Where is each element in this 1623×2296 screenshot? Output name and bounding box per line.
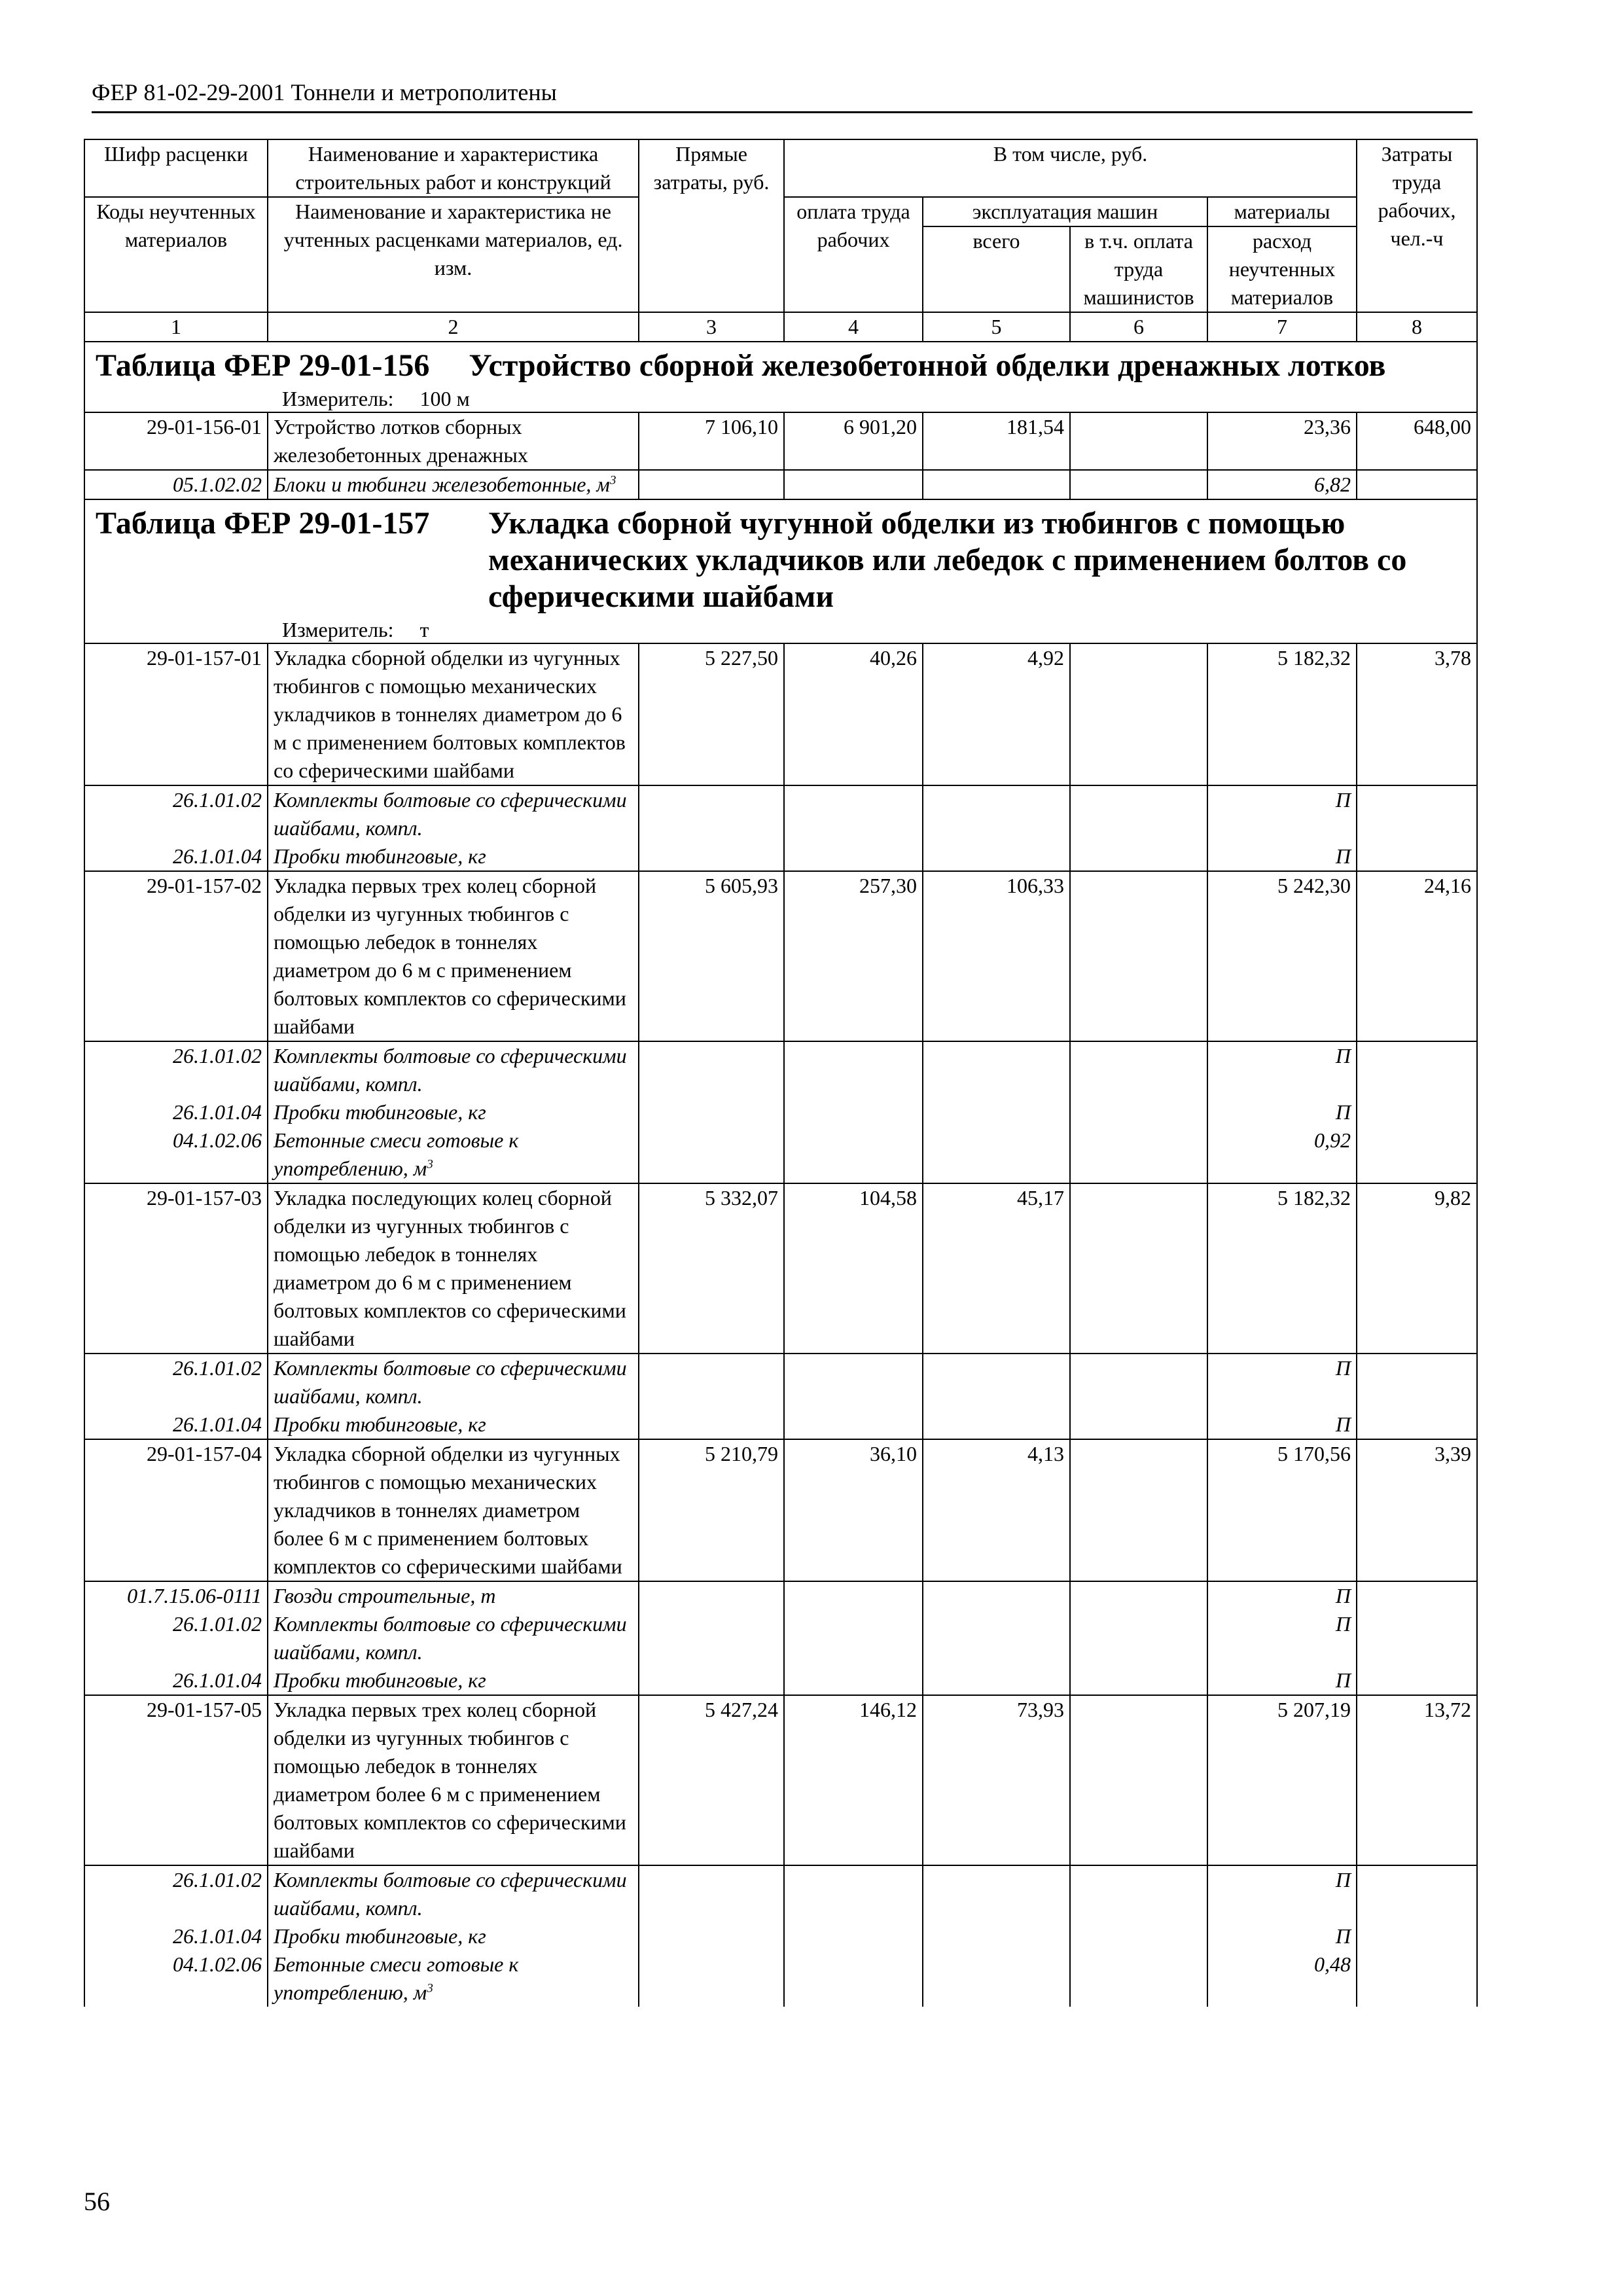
empty-cell [1357,1098,1477,1126]
rate-row [84,643,1477,785]
empty-cell [1070,842,1207,871]
empty-cell [1357,842,1477,871]
material-quantity: П [1207,1922,1357,1950]
empty-cell [923,1098,1070,1126]
empty-cell [639,1098,784,1126]
empty-cell [1070,1126,1207,1183]
empty-cell [639,1354,784,1410]
table-section-header [84,342,1477,412]
header-row-1 [84,139,1477,197]
uncounted-material-row [84,1041,1477,1098]
uncounted-material-row [84,842,1477,871]
col-number: 1 [84,312,268,342]
empty-cell [784,1410,923,1439]
material-quantity: П [1207,1581,1357,1610]
material-name-cell [268,1950,639,2007]
material-quantity: П [1207,1865,1357,1922]
material-quantity: 6,82 [1207,470,1357,499]
empty-cell [923,1126,1070,1183]
direct-costs: 7 106,10 [639,412,784,470]
col-incl-header: В том числе, руб. [784,139,1357,197]
machinists-pay [1070,1183,1207,1354]
material-unit-superscript: 3 [427,1157,433,1172]
col-workers-pay-header: оплата труда рабочих [784,197,923,312]
material-name: Комплекты болтовые со сферическими шайбами, компл. [274,1044,627,1096]
labor-costs: 3,78 [1357,643,1477,785]
empty-cell [1357,1610,1477,1666]
empty-cell [639,1041,784,1098]
empty-cell [1357,1865,1477,1922]
material-code: 05.1.02.02 [84,470,268,499]
empty-cell [923,1865,1070,1922]
empty-cell [1070,1041,1207,1098]
uncounted-material-row [84,1410,1477,1439]
col-number: 6 [1070,312,1207,342]
rate-row [84,1183,1477,1354]
page-header [92,73,1472,113]
section-title [90,500,1471,617]
table-section-header [84,499,1477,643]
material-name-cell [268,1410,639,1439]
uncounted-material-row [84,1098,1477,1126]
empty-cell [1070,1098,1207,1126]
rate-row [84,871,1477,1041]
material-code: 04.1.02.06 [84,1126,268,1183]
empty-cell [639,1922,784,1950]
col-number: 4 [784,312,923,342]
empty-cell [639,1865,784,1922]
empty-cell [784,1098,923,1126]
empty-cell [923,1950,1070,2007]
section-cell [84,342,1477,412]
empty-cell [1357,785,1477,842]
col-materials-uncounted-header: расход неучтенных материалов [1207,226,1357,312]
labor-costs: 9,82 [1357,1183,1477,1354]
material-code: 26.1.01.02 [84,1041,268,1098]
workers-pay: 257,30 [784,871,923,1041]
empty-cell [639,842,784,871]
machines-total: 181,54 [923,412,1070,470]
labor-costs: 13,72 [1357,1695,1477,1865]
uncounted-material-row [84,1922,1477,1950]
rates-table [84,139,1478,2007]
rate-code: 29-01-157-04 [84,1439,268,1581]
machines-total: 106,33 [923,871,1070,1041]
material-name: Блоки и тюбинги железобетонные, м [274,473,610,496]
col-labor-header: Затраты труда рабочих, чел.-ч [1357,139,1477,312]
rate-name: Укладка первых трех колец сборной обделки из чугунных тюбингов с помощью лебедок в тоннелях диаметром более 6 м с применением болтовых комплектов со сферическими шайбами [268,1695,639,1865]
material-name: Комплекты болтовые со сферическими шайбами, компл. [274,1356,627,1408]
uncounted-material-row [84,1354,1477,1410]
material-name-cell [268,1610,639,1666]
document-title: ФЕР 81-02-29-2001 Тоннели и метрополитены [92,79,557,105]
page-number: 56 [84,2187,110,2216]
materials-cost: 5 182,32 [1207,643,1357,785]
material-quantity: П [1207,1666,1357,1695]
empty-cell [784,1581,923,1610]
col-number: 7 [1207,312,1357,342]
material-unit-superscript: 3 [427,1981,433,1996]
empty-cell [1357,1126,1477,1183]
material-name-cell [268,1126,639,1183]
empty-cell [639,1581,784,1610]
machines-total: 73,93 [923,1695,1070,1865]
material-quantity: П [1207,1098,1357,1126]
empty-cell [639,785,784,842]
uncounted-material-row [84,785,1477,842]
empty-cell [784,1666,923,1695]
direct-costs: 5 210,79 [639,1439,784,1581]
machinists-pay [1070,1695,1207,1865]
section-id: Таблица ФЕР 29-01-157 [96,506,430,541]
material-name: Пробки тюбинговые, кг [274,1924,486,1948]
empty-cell [923,1581,1070,1610]
material-quantity: П [1207,1041,1357,1098]
empty-cell [1070,1922,1207,1950]
material-quantity: 0,92 [1207,1126,1357,1183]
material-name: Комплекты болтовые со сферическими шайбами, компл. [274,1612,627,1664]
material-quantity: П [1207,1354,1357,1410]
col-code-header: Шифр расценки [84,139,268,197]
material-code: 26.1.01.04 [84,1098,268,1126]
uncounted-material-row [84,1126,1477,1183]
section-title [90,342,1471,386]
material-name-cell [268,1581,639,1610]
material-name-cell [268,1041,639,1098]
empty-cell [784,1126,923,1183]
machinists-pay [1070,643,1207,785]
material-name: Пробки тюбинговые, кг [274,844,486,868]
section-meter [90,386,1471,412]
rate-name: Устройство лотков сборных железобетонных дренажных [268,412,639,470]
material-quantity: П [1207,1410,1357,1439]
machines-total: 4,92 [923,643,1070,785]
empty-cell [1357,1041,1477,1098]
direct-costs: 5 332,07 [639,1183,784,1354]
empty-cell [1357,1410,1477,1439]
empty-cell [639,1126,784,1183]
material-name: Бетонные смеси готовые к употреблению, м [274,1128,519,1180]
material-code: 26.1.01.02 [84,1354,268,1410]
material-unit-superscript: 3 [609,473,616,488]
col-machines-header: эксплуатация машин [923,197,1207,226]
empty-cell [1070,1865,1207,1922]
col-machines-total-header: всего [923,226,1070,312]
rate-name: Укладка первых трех колец сборной обделки из чугунных тюбингов с помощью лебедок в тоннелях диаметром до 6 м с применением болтовых комплектов со сферическими шайбами [268,871,639,1041]
material-name-cell [268,470,639,499]
empty-cell [1357,1922,1477,1950]
rate-code: 29-01-157-03 [84,1183,268,1354]
material-name: Пробки тюбинговые, кг [274,1100,486,1124]
labor-costs: 24,16 [1357,871,1477,1041]
section-id: Таблица ФЕР 29-01-156 [96,348,430,383]
material-code: 26.1.01.02 [84,1865,268,1922]
empty-cell [784,1950,923,2007]
material-name-cell [268,1666,639,1695]
col-materials-header: материалы [1207,197,1357,226]
rate-name: Укладка последующих колец сборной обделки из чугунных тюбингов с помощью лебедок в тоннелях диаметром до 6 м с применением болтовых комплектов со сферическими шайбами [268,1183,639,1354]
empty-cell [923,1410,1070,1439]
column-numbers-row [84,312,1477,342]
rate-name: Укладка сборной обделки из чугунных тюбингов с помощью механических укладчиков в тоннелях диаметром до 6 м с применением болтовых комплектов со сферическими шайбами [268,643,639,785]
empty-cell [639,470,784,499]
section-name: Укладка сборной чугунной обделки из тюбингов с помощью механических укладчиков или лебедок с применением болтов со сферическими шайбами [488,506,1407,614]
uncounted-material-row [84,1950,1477,2007]
empty-cell [1070,1581,1207,1610]
machinists-pay [1070,871,1207,1041]
empty-cell [784,1610,923,1666]
material-name: Пробки тюбинговые, кг [274,1412,486,1436]
empty-cell [784,842,923,871]
material-code: 04.1.02.06 [84,1950,268,2007]
workers-pay: 40,26 [784,643,923,785]
workers-pay: 104,58 [784,1183,923,1354]
col-uncounted-names-header: Наименование и характеристика не учтенных расценками материалов, ед. изм. [268,197,639,312]
empty-cell [1070,1354,1207,1410]
direct-costs: 5 427,24 [639,1695,784,1865]
material-code: 01.7.15.06-0111 [84,1581,268,1610]
uncounted-material-row [84,1581,1477,1610]
empty-cell [1070,785,1207,842]
uncounted-material-row [84,470,1477,499]
col-number: 2 [268,312,639,342]
workers-pay: 146,12 [784,1695,923,1865]
empty-cell [1070,470,1207,499]
empty-cell [923,1666,1070,1695]
empty-cell [784,1354,923,1410]
workers-pay: 36,10 [784,1439,923,1581]
rate-code: 29-01-157-02 [84,871,268,1041]
material-name-cell [268,785,639,842]
material-name-cell [268,1354,639,1410]
meter-label: Измеритель: [282,387,394,410]
machinists-pay [1070,1439,1207,1581]
labor-costs: 648,00 [1357,412,1477,470]
material-name-cell [268,1865,639,1922]
empty-cell [1357,1581,1477,1610]
rate-code: 29-01-157-05 [84,1695,268,1865]
empty-cell [784,1865,923,1922]
material-name-cell [268,1922,639,1950]
col-number: 5 [923,312,1070,342]
empty-cell [923,1354,1070,1410]
material-name: Комплекты болтовые со сферическими шайбами, компл. [274,1868,627,1920]
material-quantity: 0,48 [1207,1950,1357,2007]
rate-code: 29-01-157-01 [84,643,268,785]
empty-cell [923,470,1070,499]
empty-cell [784,1041,923,1098]
section-cell [84,499,1477,643]
empty-cell [784,470,923,499]
section-name: Устройство сборной железобетонной обделки дренажных лотков [469,348,1386,383]
material-name: Пробки тюбинговые, кг [274,1668,486,1692]
col-number: 3 [639,312,784,342]
col-direct-header: Прямые затраты, руб. [639,139,784,312]
col-machinists-pay-header: в т.ч. оплата труда машинистов [1070,226,1207,312]
material-code: 26.1.01.02 [84,785,268,842]
empty-cell [1357,1950,1477,2007]
material-code: 26.1.01.04 [84,1922,268,1950]
empty-cell [639,1610,784,1666]
labor-costs: 3,39 [1357,1439,1477,1581]
direct-costs: 5 227,50 [639,643,784,785]
section-heading [90,500,1471,643]
empty-cell [923,1922,1070,1950]
workers-pay: 6 901,20 [784,412,923,470]
direct-costs: 5 605,93 [639,871,784,1041]
meter-value: т [419,618,429,641]
material-quantity: П [1207,1610,1357,1666]
empty-cell [1070,1610,1207,1666]
empty-cell [784,1922,923,1950]
rate-code: 29-01-156-01 [84,412,268,470]
materials-cost: 5 207,19 [1207,1695,1357,1865]
empty-cell [1357,1354,1477,1410]
col-uncounted-codes-header: Коды неучтенных материалов [84,197,268,312]
machines-total: 4,13 [923,1439,1070,1581]
empty-cell [923,785,1070,842]
empty-cell [1070,1950,1207,2007]
col-number: 8 [1357,312,1477,342]
empty-cell [639,1950,784,2007]
rate-name: Укладка сборной обделки из чугунных тюбингов с помощью механических укладчиков в тоннелях диаметром более 6 м с применением болтовых комплектов со сферическими шайбами [268,1439,639,1581]
material-name-cell [268,842,639,871]
material-quantity: П [1207,785,1357,842]
empty-cell [1070,1410,1207,1439]
machines-total: 45,17 [923,1183,1070,1354]
material-quantity: П [1207,842,1357,871]
material-name: Бетонные смеси готовые к употреблению, м [274,1952,519,2004]
material-code: 26.1.01.02 [84,1610,268,1666]
empty-cell [1357,470,1477,499]
meter-value: 100 м [419,387,470,410]
materials-cost: 23,36 [1207,412,1357,470]
empty-cell [639,1410,784,1439]
material-code: 26.1.01.04 [84,842,268,871]
section-heading [90,342,1471,412]
uncounted-material-row [84,1865,1477,1922]
empty-cell [1357,1666,1477,1695]
section-meter [90,617,1471,643]
material-name: Комплекты болтовые со сферическими шайбами, компл. [274,788,627,840]
empty-cell [923,842,1070,871]
empty-cell [923,1610,1070,1666]
materials-cost: 5 242,30 [1207,871,1357,1041]
machinists-pay [1070,412,1207,470]
rate-row [84,1439,1477,1581]
rate-row [84,1695,1477,1865]
material-name-cell [268,1098,639,1126]
material-code: 26.1.01.04 [84,1410,268,1439]
materials-cost: 5 182,32 [1207,1183,1357,1354]
material-code: 26.1.01.04 [84,1666,268,1695]
col-name-header: Наименование и характеристика строительных работ и конструкций [268,139,639,197]
rate-row [84,412,1477,470]
materials-cost: 5 170,56 [1207,1439,1357,1581]
empty-cell [784,785,923,842]
empty-cell [1070,1666,1207,1695]
empty-cell [923,1041,1070,1098]
material-name: Гвозди строительные, т [274,1584,496,1607]
uncounted-material-row [84,1610,1477,1666]
empty-cell [639,1666,784,1695]
uncounted-material-row [84,1666,1477,1695]
meter-label: Измеритель: [282,618,394,641]
